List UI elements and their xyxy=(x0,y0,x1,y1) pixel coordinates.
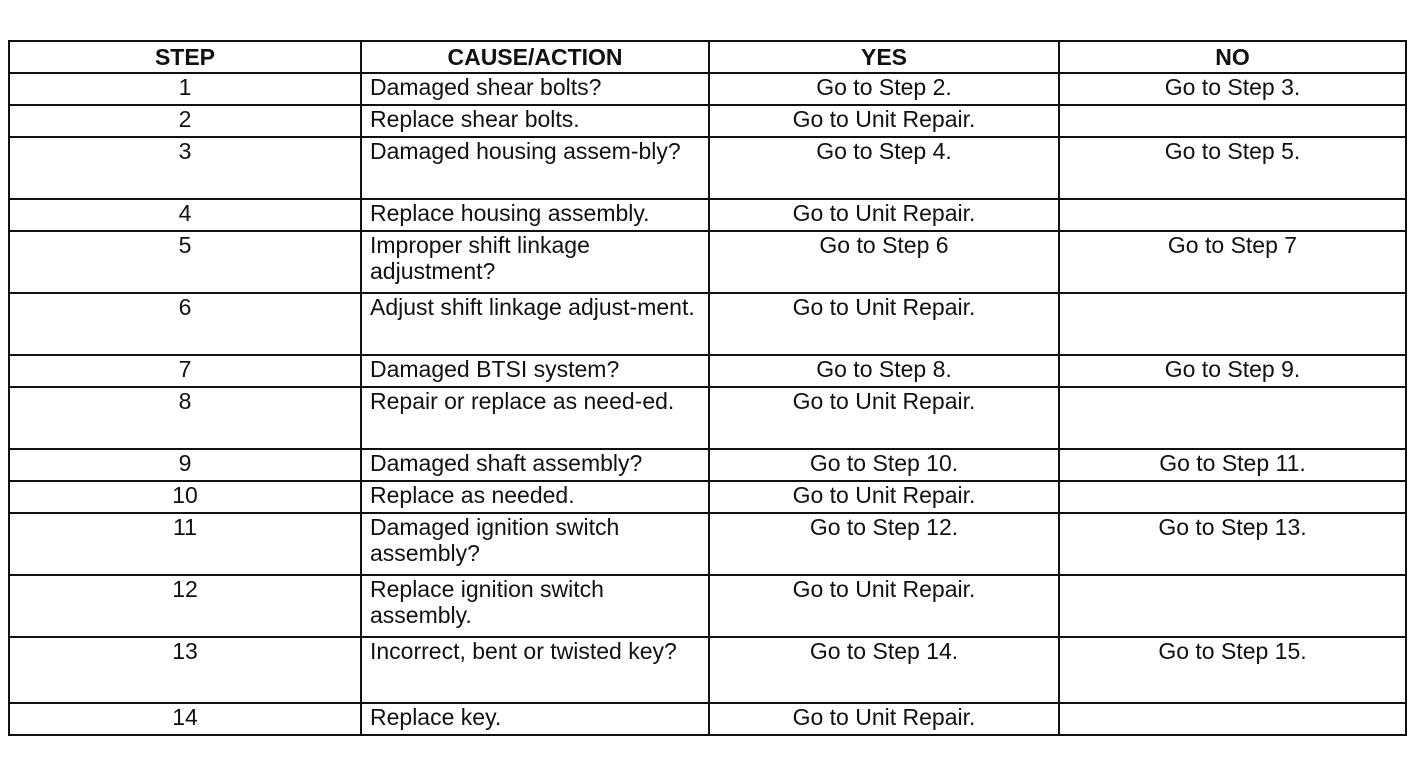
no-cell xyxy=(1059,703,1406,735)
yes-cell: Go to Unit Repair. xyxy=(709,105,1059,137)
table-row xyxy=(9,73,1406,105)
step-cell: 6 xyxy=(9,293,361,355)
cause-cell: Improper shift linkage adjustment? xyxy=(361,231,709,293)
step-cell: 1 xyxy=(9,73,361,105)
header-row xyxy=(9,41,1406,73)
yes-cell: Go to Unit Repair. xyxy=(709,481,1059,513)
yes-cell: Go to Unit Repair. xyxy=(709,199,1059,231)
cause-cell: Repair or replace as need-ed. xyxy=(361,387,709,449)
table-row xyxy=(9,293,1406,355)
table-row xyxy=(9,231,1406,293)
no-cell: Go to Step 11. xyxy=(1059,449,1406,481)
yes-cell: Go to Step 8. xyxy=(709,355,1059,387)
no-cell: Go to Step 9. xyxy=(1059,355,1406,387)
table-row xyxy=(9,481,1406,513)
cause-cell: Incorrect, bent or twisted key? xyxy=(361,637,709,703)
yes-cell: Go to Step 10. xyxy=(709,449,1059,481)
no-cell xyxy=(1059,575,1406,637)
yes-cell: Go to Step 14. xyxy=(709,637,1059,703)
no-cell xyxy=(1059,199,1406,231)
step-cell: 8 xyxy=(9,387,361,449)
no-cell xyxy=(1059,481,1406,513)
table-row xyxy=(9,355,1406,387)
step-cell: 4 xyxy=(9,199,361,231)
table-body xyxy=(9,73,1406,735)
yes-cell: Go to Step 2. xyxy=(709,73,1059,105)
cause-cell: Damaged BTSI system? xyxy=(361,355,709,387)
step-cell: 14 xyxy=(9,703,361,735)
cause-cell: Replace as needed. xyxy=(361,481,709,513)
step-cell: 9 xyxy=(9,449,361,481)
table-row xyxy=(9,575,1406,637)
cause-cell: Damaged shear bolts? xyxy=(361,73,709,105)
table-row xyxy=(9,199,1406,231)
cause-cell: Adjust shift linkage adjust-ment. xyxy=(361,293,709,355)
table-row xyxy=(9,703,1406,735)
cause-cell: Replace shear bolts. xyxy=(361,105,709,137)
table-row xyxy=(9,637,1406,703)
step-cell: 10 xyxy=(9,481,361,513)
header-no: NO xyxy=(1059,41,1406,73)
header-step: STEP xyxy=(9,41,361,73)
cause-cell: Replace ignition switch assembly. xyxy=(361,575,709,637)
yes-cell: Go to Step 6 xyxy=(709,231,1059,293)
cause-cell: Replace key. xyxy=(361,703,709,735)
no-cell xyxy=(1059,293,1406,355)
troubleshooting-table xyxy=(8,40,1407,736)
no-cell xyxy=(1059,105,1406,137)
cause-cell: Replace housing assembly. xyxy=(361,199,709,231)
step-cell: 12 xyxy=(9,575,361,637)
no-cell: Go to Step 13. xyxy=(1059,513,1406,575)
table-row xyxy=(9,137,1406,199)
step-cell: 13 xyxy=(9,637,361,703)
table-header xyxy=(9,41,1406,73)
step-cell: 7 xyxy=(9,355,361,387)
step-cell: 5 xyxy=(9,231,361,293)
header-yes: YES xyxy=(709,41,1059,73)
yes-cell: Go to Step 4. xyxy=(709,137,1059,199)
header-cause-action: CAUSE/ACTION xyxy=(361,41,709,73)
table-row xyxy=(9,513,1406,575)
yes-cell: Go to Unit Repair. xyxy=(709,387,1059,449)
yes-cell: Go to Unit Repair. xyxy=(709,703,1059,735)
cause-cell: Damaged housing assem-bly? xyxy=(361,137,709,199)
no-cell: Go to Step 7 xyxy=(1059,231,1406,293)
cause-cell: Damaged ignition switch assembly? xyxy=(361,513,709,575)
no-cell: Go to Step 15. xyxy=(1059,637,1406,703)
yes-cell: Go to Step 12. xyxy=(709,513,1059,575)
yes-cell: Go to Unit Repair. xyxy=(709,293,1059,355)
no-cell: Go to Step 3. xyxy=(1059,73,1406,105)
step-cell: 2 xyxy=(9,105,361,137)
step-cell: 11 xyxy=(9,513,361,575)
table-row xyxy=(9,105,1406,137)
table-row xyxy=(9,449,1406,481)
yes-cell: Go to Unit Repair. xyxy=(709,575,1059,637)
cause-cell: Damaged shaft assembly? xyxy=(361,449,709,481)
no-cell: Go to Step 5. xyxy=(1059,137,1406,199)
step-cell: 3 xyxy=(9,137,361,199)
table-row xyxy=(9,387,1406,449)
no-cell xyxy=(1059,387,1406,449)
